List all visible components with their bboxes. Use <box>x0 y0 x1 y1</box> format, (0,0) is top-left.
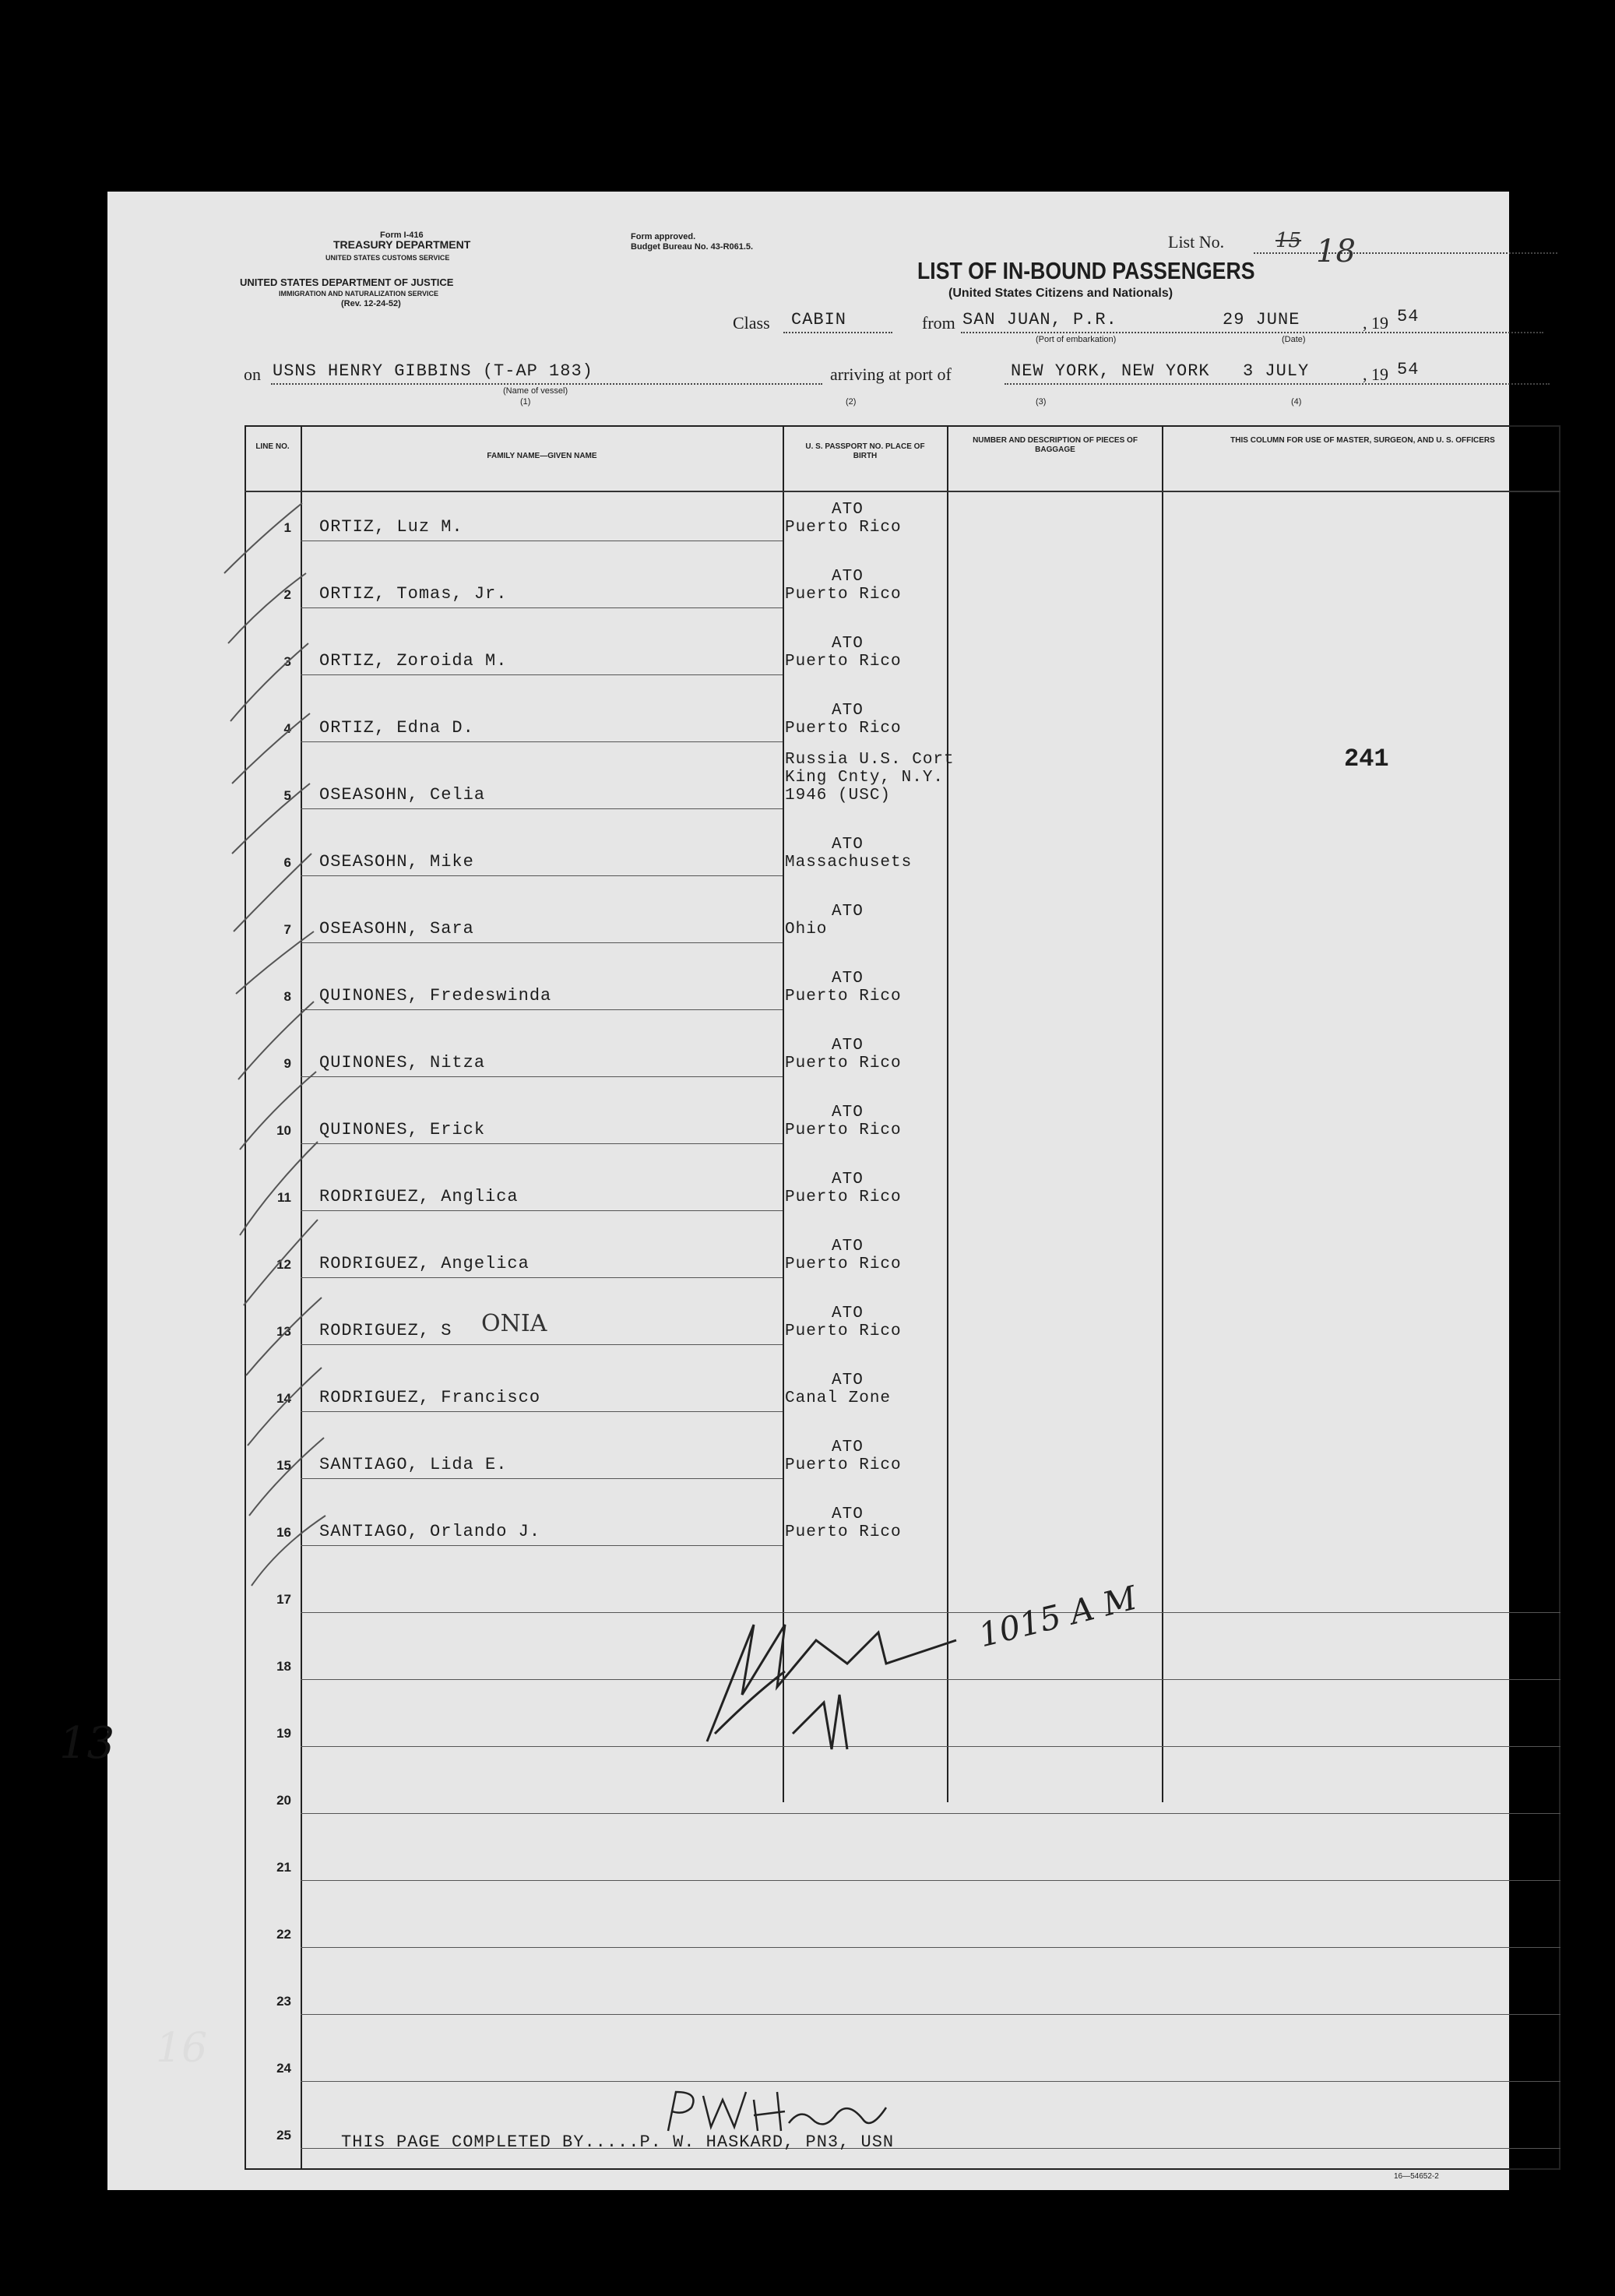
officer-note: 241 <box>1344 745 1389 773</box>
row-rule <box>301 741 783 742</box>
passport-line: ATO <box>832 836 864 854</box>
from-value: SAN JUAN, P.R. <box>962 310 1117 329</box>
treasury-dept: TREASURY DEPARTMENT <box>333 238 471 251</box>
list-no-value: 18 <box>1316 234 1356 269</box>
line-number: 16 <box>276 1525 291 1540</box>
passenger-name: ORTIZ, Edna D. <box>319 718 474 738</box>
passenger-table <box>245 425 1560 2170</box>
line-number: 1 <box>283 520 291 535</box>
row-rule <box>301 674 783 675</box>
arrival-year: 54 <box>1397 360 1420 379</box>
passport-line: ATO <box>832 1439 864 1456</box>
row-rule <box>301 1880 1560 1881</box>
passport-line: ATO <box>832 501 864 519</box>
list-no-line <box>1254 252 1557 254</box>
birthplace-line: Puerto Rico <box>785 1456 902 1474</box>
line-number: 15 <box>276 1458 291 1473</box>
line-number: 17 <box>276 1592 291 1607</box>
departure-date: 29 JUNE <box>1223 310 1300 329</box>
passport-line: ATO <box>832 1372 864 1389</box>
row-rule <box>301 1143 783 1144</box>
completed-by: THIS PAGE COMPLETED BY.....P. W. HASKARD, PN3, USN <box>341 2132 895 2152</box>
row-rule <box>301 1009 783 1010</box>
line-number: 13 <box>276 1324 291 1339</box>
row-rule <box>301 1947 1560 1948</box>
header-officers: THIS COLUMN FOR USE OF MASTER, SURGEON, AND U. S. OFFICERS <box>1230 436 1495 445</box>
date-note: (Date) <box>1282 335 1306 344</box>
passport-line: ATO <box>832 1037 864 1055</box>
passenger-name: RODRIGUEZ, S <box>319 1321 452 1340</box>
line-number: 20 <box>276 1793 291 1808</box>
line-number: 18 <box>276 1659 291 1674</box>
line-number: 25 <box>276 2128 291 2143</box>
row-rule <box>301 607 783 608</box>
passport-line: ATO <box>832 1104 864 1122</box>
birthplace-line: Canal Zone <box>785 1389 892 1407</box>
year-prefix: , 19 <box>1363 313 1388 333</box>
passenger-name: SANTIAGO, Lida E. <box>319 1455 508 1474</box>
form-number: Form I-416 <box>380 231 424 240</box>
form-approved: Form approved. <box>631 232 696 241</box>
col-2-number: (2) <box>846 397 857 407</box>
passport-line: ATO <box>832 1505 864 1523</box>
print-code: 16—54652-2 <box>1394 2172 1439 2181</box>
header-name: FAMILY NAME—GIVEN NAME <box>487 452 597 460</box>
arriving-label: arriving at port of <box>830 364 952 384</box>
row-rule <box>301 1210 783 1211</box>
on-label: on <box>244 364 261 384</box>
row-rule <box>301 2081 1560 2082</box>
passenger-name: OSEASOHN, Mike <box>319 852 474 872</box>
justice-dept: UNITED STATES DEPARTMENT OF JUSTICE <box>240 276 454 288</box>
birthplace-line: Puerto Rico <box>785 988 902 1005</box>
customs-service: UNITED STATES CUSTOMS SERVICE <box>325 254 450 262</box>
class-line <box>783 332 892 333</box>
birthplace-line: Puerto Rico <box>785 586 902 604</box>
passenger-name: OSEASOHN, Sara <box>319 919 474 938</box>
line-number: 10 <box>276 1123 291 1138</box>
vessel-name: USNS HENRY GIBBINS (T-AP 183) <box>273 361 593 381</box>
line-number: 11 <box>277 1190 291 1205</box>
line-number: 22 <box>276 1927 291 1942</box>
arrival-port: NEW YORK, NEW YORK <box>1011 361 1210 381</box>
revision-date: (Rev. 12-24-52) <box>341 299 401 308</box>
passport-line: ATO <box>832 903 864 921</box>
passenger-name: SANTIAGO, Orlando J. <box>319 1522 541 1541</box>
passport-line: ATO <box>832 1305 864 1322</box>
line-number: 12 <box>276 1257 291 1272</box>
passport-line: ATO <box>832 1171 864 1188</box>
line-number: 3 <box>283 654 291 669</box>
row-rule <box>301 808 783 809</box>
passenger-name: RODRIGUEZ, Francisco <box>319 1388 541 1407</box>
form-subtitle: (United States Citizens and Nationals) <box>948 287 1173 300</box>
header-baggage: NUMBER AND DESCRIPTION OF PIECES OF BAGGAGE <box>973 436 1138 454</box>
list-no-struck: 15 <box>1275 229 1302 252</box>
handwritten-name-correction: ONIA <box>481 1310 547 1337</box>
row-rule <box>301 1813 1560 1814</box>
line-number: 21 <box>276 1860 291 1875</box>
class-label: Class <box>733 313 770 333</box>
passenger-name: QUINONES, Erick <box>319 1120 486 1139</box>
line-number: 6 <box>283 855 291 870</box>
birthplace-line: Puerto Rico <box>785 720 902 738</box>
inspector-signature <box>699 1593 1011 1796</box>
margin-number-13: 13 <box>59 1718 115 1769</box>
from-line <box>961 332 1543 333</box>
birthplace-line: 1946 (USC) <box>785 787 892 805</box>
col-4-number: (4) <box>1291 397 1302 407</box>
line-number: 2 <box>283 587 291 602</box>
passenger-name: ORTIZ, Zoroida M. <box>319 651 508 671</box>
year-value: 54 <box>1397 307 1420 326</box>
birthplace-line: Puerto Rico <box>785 1523 902 1541</box>
passport-line: ATO <box>832 702 864 720</box>
row-rule <box>301 875 783 876</box>
list-no-label: List No. <box>1168 232 1225 252</box>
row-rule <box>301 1478 783 1479</box>
passenger-name: ORTIZ, Luz M. <box>319 517 463 537</box>
row-rule <box>301 942 783 943</box>
birthplace-line: Massachusets <box>785 854 913 872</box>
arrival-year-prefix: , 19 <box>1363 364 1388 384</box>
header-passport: U. S. PASSPORT NO. PLACE OF BIRTH <box>805 442 925 460</box>
col-1-number: (1) <box>520 397 531 407</box>
budget-bureau: Budget Bureau No. 43-R061.5. <box>631 242 754 252</box>
passenger-name: OSEASOHN, Celia <box>319 785 486 805</box>
header-line-no: LINE NO. <box>255 442 290 451</box>
port-embarkation-note: (Port of embarkation) <box>1036 335 1117 344</box>
ins-service: IMMIGRATION AND NATURALIZATION SERVICE <box>279 290 438 298</box>
passenger-name: QUINONES, Fredeswinda <box>319 986 552 1005</box>
line-number: 9 <box>283 1056 291 1071</box>
col-3-number: (3) <box>1036 397 1047 407</box>
passport-line: ATO <box>832 568 864 586</box>
line-number: 14 <box>276 1391 291 1406</box>
margin-number-16: 16 <box>156 2025 208 2072</box>
completed-by-signature <box>660 2084 894 2139</box>
passport-line: ATO <box>832 1238 864 1255</box>
birthplace-line: Ohio <box>785 921 828 938</box>
birthplace-line: Puerto Rico <box>785 1122 902 1139</box>
arrival-line <box>1005 383 1550 385</box>
birthplace-line: Puerto Rico <box>785 1255 902 1273</box>
row-rule <box>301 1277 783 1278</box>
line-number: 8 <box>283 989 291 1004</box>
birthplace-line: Puerto Rico <box>785 519 902 537</box>
passenger-name: ORTIZ, Tomas, Jr. <box>319 584 508 604</box>
birthplace-line: King Cnty, N.Y. <box>785 769 945 787</box>
line-number: 24 <box>276 2061 291 2076</box>
passport-line: Russia U.S. Cort <box>785 751 955 769</box>
passenger-name: RODRIGUEZ, Anglica <box>319 1187 519 1206</box>
row-rule <box>301 1076 783 1077</box>
form-page <box>59 192 1509 2190</box>
row-rule <box>301 1545 783 1546</box>
passport-line: ATO <box>832 635 864 653</box>
vessel-line <box>271 383 822 385</box>
from-label: from <box>922 313 955 333</box>
row-rule <box>301 1344 783 1345</box>
birthplace-line: Puerto Rico <box>785 1322 902 1340</box>
birthplace-line: Puerto Rico <box>785 1055 902 1072</box>
col-divider-officers <box>1162 425 1163 1802</box>
vessel-note: (Name of vessel) <box>503 386 568 396</box>
passenger-name: RODRIGUEZ, Angelica <box>319 1254 530 1273</box>
line-number: 4 <box>283 721 291 736</box>
arrival-date: 3 JULY <box>1243 361 1310 381</box>
time-note: 1015 A M <box>975 1578 1141 1655</box>
class-value: CABIN <box>791 310 847 329</box>
line-number: 7 <box>283 922 291 937</box>
header-divider <box>245 491 1560 492</box>
line-number: 5 <box>283 788 291 803</box>
birthplace-line: Puerto Rico <box>785 1188 902 1206</box>
form-title: LIST OF IN-BOUND PASSENGERS <box>917 257 1255 284</box>
passenger-name: QUINONES, Nitza <box>319 1053 486 1072</box>
row-rule <box>301 1411 783 1412</box>
row-rule <box>301 2014 1560 2015</box>
passport-line: ATO <box>832 970 864 988</box>
line-number: 23 <box>276 1994 291 2009</box>
birthplace-line: Puerto Rico <box>785 653 902 671</box>
line-number: 19 <box>276 1726 291 1741</box>
tally-marks <box>216 488 372 1812</box>
